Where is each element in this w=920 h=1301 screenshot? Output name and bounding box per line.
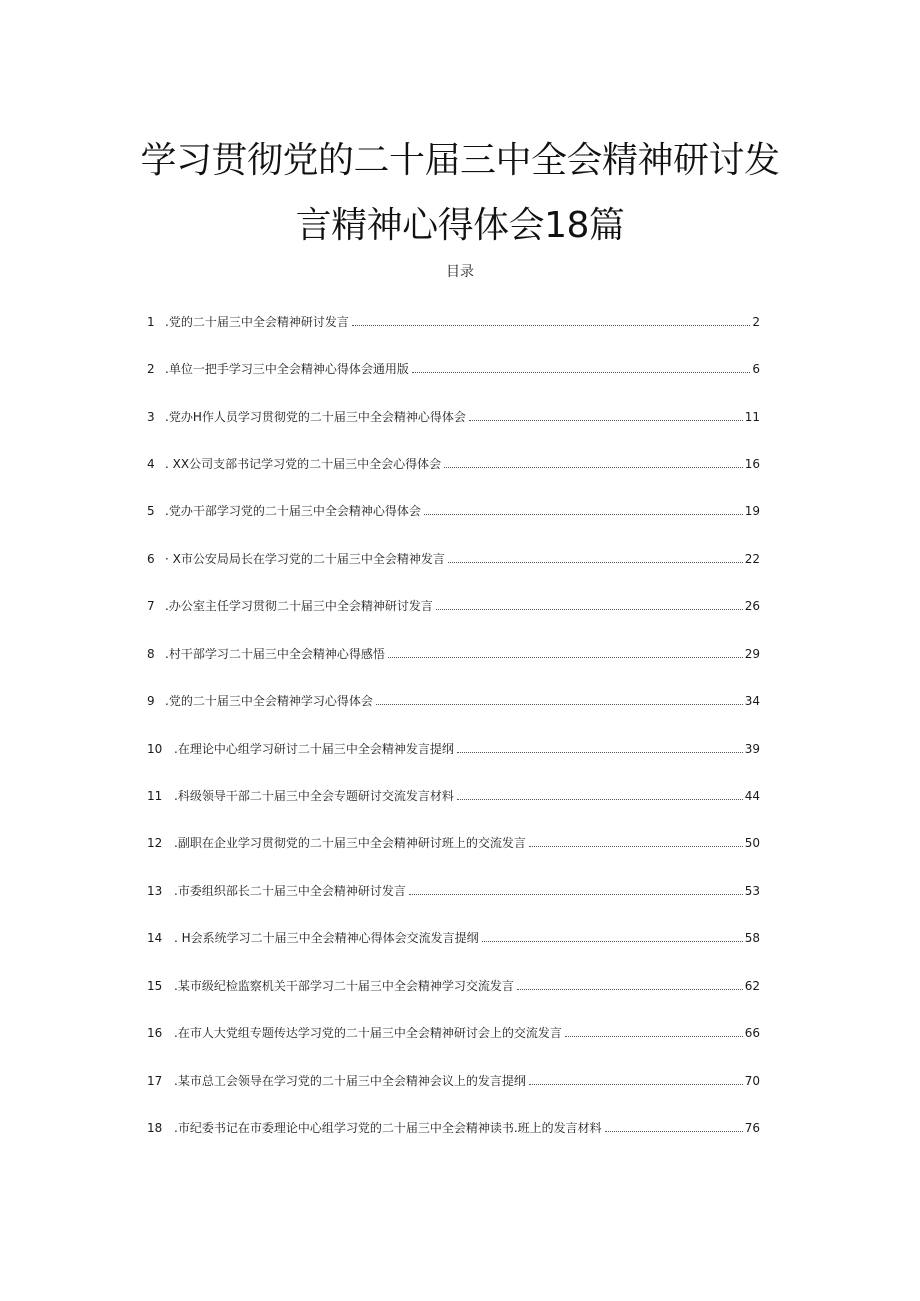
toc-entry-number: 11 (147, 789, 163, 803)
toc-entry-title: . XX公司支部书记学习党的二十届三中全会心得体会 (165, 457, 442, 471)
toc-entry[interactable] (147, 688, 760, 708)
toc-dot-leader (605, 1131, 743, 1132)
toc-entry-number: 13 (147, 884, 163, 898)
toc-entry-number: 1 (147, 315, 155, 329)
toc-entry[interactable] (147, 973, 760, 993)
toc-entry[interactable] (147, 404, 760, 424)
toc-entry[interactable] (147, 1115, 760, 1135)
toc-entry[interactable] (147, 878, 760, 898)
toc-dot-leader (412, 372, 751, 373)
toc-dot-leader (457, 799, 743, 800)
toc-entry-page: 11 (744, 410, 760, 424)
toc-entry-title: .党的二十届三中全会精神学习心得体会 (165, 694, 373, 708)
toc-entry-page: 66 (744, 1026, 760, 1040)
toc-entry-title: .在理论中心组学习研讨二十届三中全会精神发言提纲 (174, 742, 454, 756)
toc-entry-title: .科级领导干部二十届三中全会专题研讨交流发言材料 (174, 789, 454, 803)
toc-entry-number: 14 (147, 931, 163, 945)
toc-entry-number: 9 (147, 694, 155, 708)
toc-entry-page: 39 (744, 742, 760, 756)
toc-entry[interactable] (147, 546, 760, 566)
toc-dot-leader (409, 894, 743, 895)
toc-entry-page: 2 (752, 315, 760, 329)
toc-entry-title: .在市人大党组专题传达学习党的二十届三中全会精神研讨会上的交流发言 (174, 1026, 562, 1040)
toc-entry-title: .党的二十届三中全会精神研讨发言 (165, 315, 349, 329)
toc-entry-page: 16 (744, 457, 760, 471)
toc-entry[interactable] (147, 1068, 760, 1088)
toc-entry-title: .市委组织部长二十届三中全会精神研讨发言 (174, 884, 406, 898)
document-title-line-1: 学习贯彻党的二十届三中全会精神研讨发 (140, 140, 780, 181)
toc-entry-title: .某市级纪检监察机关干部学习二十届三中全会精神学习交流发言 (174, 979, 514, 993)
toc-dot-leader (565, 1036, 743, 1037)
toc-entry-page: 70 (744, 1074, 760, 1088)
toc-entry-page: 6 (752, 362, 760, 376)
toc-entry-page: 62 (744, 979, 760, 993)
toc-entry-page: 29 (744, 647, 760, 661)
toc-entry-title: .党办H作人员学习贯彻党的二十届三中全会精神心得体会 (165, 410, 466, 424)
toc-entry[interactable] (147, 356, 760, 376)
toc-dot-leader (457, 752, 743, 753)
toc-entry-number: 5 (147, 504, 155, 518)
toc-entry[interactable] (147, 641, 760, 661)
toc-entry[interactable] (147, 451, 760, 471)
toc-entry[interactable] (147, 1020, 760, 1040)
toc-entry[interactable] (147, 783, 760, 803)
toc-entry[interactable] (147, 309, 760, 329)
toc-dot-leader (444, 467, 743, 468)
toc-entry-title: .副职在企业学习贯彻党的二十届三中全会精神研讨班上的交流发言 (174, 836, 526, 850)
toc-entry-number: 2 (147, 362, 155, 376)
toc-entry-title: .办公室主任学习贯彻二十届三中全会精神研讨发言 (165, 599, 433, 613)
toc-heading: 目录 (446, 264, 474, 280)
toc-entry-page: 19 (744, 504, 760, 518)
toc-dot-leader (376, 704, 743, 705)
toc-dot-leader (529, 846, 743, 847)
toc-entry-number: 12 (147, 836, 163, 850)
toc-entry-number: 8 (147, 647, 155, 661)
toc-entry-number: 18 (147, 1121, 163, 1135)
toc-entry[interactable] (147, 498, 760, 518)
toc-dot-leader (388, 657, 743, 658)
toc-entry-page: 22 (744, 552, 760, 566)
toc-dot-leader (352, 325, 751, 326)
document-title-line-2: 言精神心得体会18篇 (295, 205, 625, 246)
toc-entry-number: 17 (147, 1074, 163, 1088)
toc-entry-number: 6 (147, 552, 155, 566)
toc-entry-number: 10 (147, 742, 163, 756)
toc-entry-page: 34 (744, 694, 760, 708)
toc-entry-title: · X市公安局局长在学习党的二十届三中全会精神发言 (165, 552, 445, 566)
toc-entry-page: 26 (744, 599, 760, 613)
toc-entry-number: 7 (147, 599, 155, 613)
toc-entry[interactable] (147, 593, 760, 613)
toc-entry-page: 58 (744, 931, 760, 945)
toc-entry-page: 50 (744, 836, 760, 850)
toc-entry-title: .单位一把手学习三中全会精神心得体会通用版 (165, 362, 409, 376)
toc-entry-page: 53 (744, 884, 760, 898)
toc-dot-leader (529, 1084, 743, 1085)
toc-entry-number: 4 (147, 457, 155, 471)
toc-entry-title: .村干部学习二十届三中全会精神心得感悟 (165, 647, 385, 661)
toc-entry[interactable] (147, 736, 760, 756)
toc-entry-title: .某市总工会领导在学习党的二十届三中全会精神会议上的发言提纲 (174, 1074, 526, 1088)
toc-entry-number: 15 (147, 979, 163, 993)
toc-entry-title: .市纪委书记在市委理论中心组学习党的二十届三中全会精神读书.班上的发言材料 (174, 1121, 602, 1135)
toc-entry[interactable] (147, 830, 760, 850)
toc-dot-leader (424, 514, 743, 515)
toc-dot-leader (517, 989, 743, 990)
toc-entry[interactable] (147, 925, 760, 945)
toc-entry-title: .党办干部学习党的二十届三中全会精神心得体会 (165, 504, 421, 518)
toc-entry-page: 76 (744, 1121, 760, 1135)
toc-entry-number: 3 (147, 410, 155, 424)
toc-entry-title: . H会系统学习二十届三中全会精神心得体会交流发言提纲 (174, 931, 479, 945)
toc-dot-leader (469, 420, 743, 421)
toc-dot-leader (448, 562, 743, 563)
toc-entry-number: 16 (147, 1026, 163, 1040)
toc-entry-page: 44 (744, 789, 760, 803)
toc-dot-leader (482, 941, 743, 942)
toc-dot-leader (436, 609, 743, 610)
